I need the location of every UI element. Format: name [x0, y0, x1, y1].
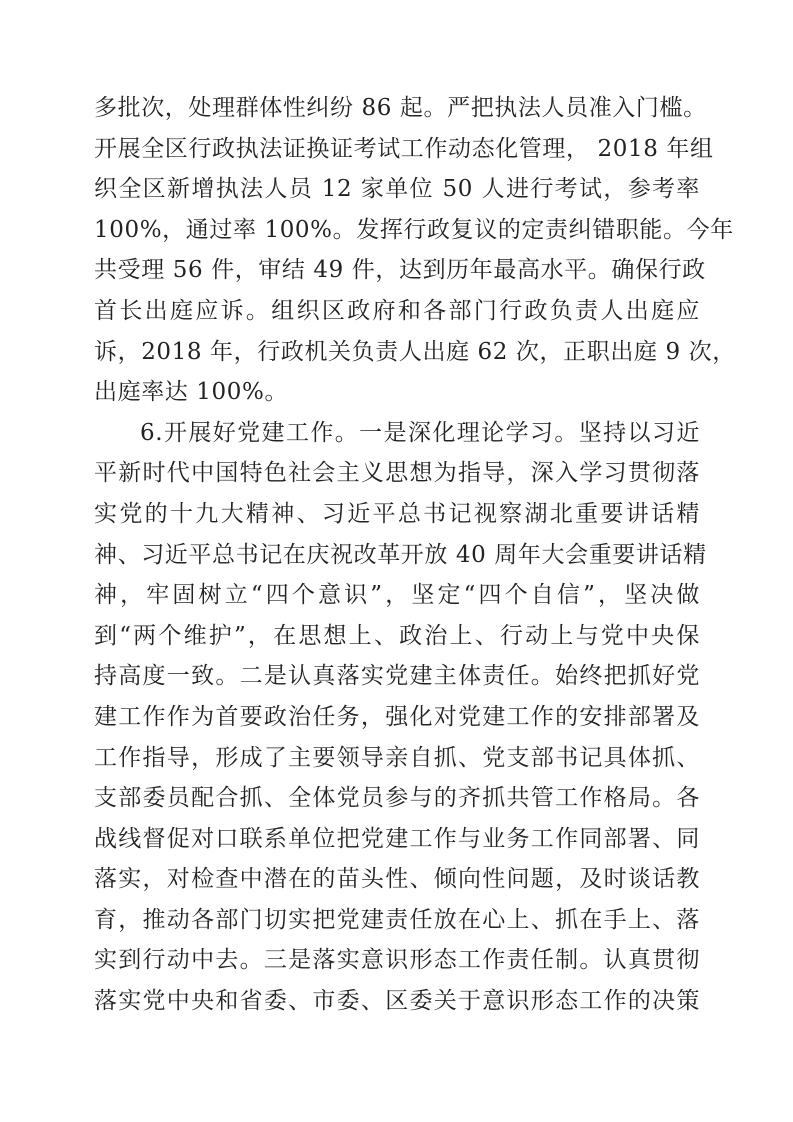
text-line: 织全区新增执法人员 12 家单位 50 人进行考试，参考率 [94, 176, 700, 203]
text-line: 共受理 56 件，审结 49 件，达到历年最高水平。确保行政 [94, 257, 706, 284]
text-line: 首长出庭应诉。组织区政府和各部门行政负责人出庭应 [94, 297, 700, 324]
text-line: 多批次，处理群体性纠纷 86 起。严把执法人员准入门槛。 [94, 95, 707, 121]
text-line: 出庭率达 100%。 [94, 379, 289, 406]
section-heading-line: 6.开展好党建工作。一是深化理论学习。坚持以习近 [140, 419, 700, 446]
text-line: 到“两个维护”，在思想上、政治上、行动上与党中央保 [94, 622, 700, 649]
text-line: 100%，通过率 100%。发挥行政复议的定责纠错职能。今年 [94, 216, 734, 243]
text-line: 持高度一致。二是认真落实党建主体责任。始终把抓好党 [94, 663, 700, 690]
text-line: 诉，2018 年，行政机关负责人出庭 62 次，正职出庭 9 次， [94, 338, 736, 365]
text-line: 战线督促对口联系单位把党建工作与业务工作同部署、同 [94, 825, 700, 852]
text-line: 实党的十九大精神、习近平总书记视察湖北重要讲话精 [94, 500, 700, 527]
text-line: 实到行动中去。三是落实意识形态工作责任制。认真贯彻 [94, 947, 700, 974]
text-line: 工作指导，形成了主要领导亲自抓、党支部书记具体抓、 [94, 744, 700, 771]
text-line: 神、习近平总书记在庆祝改革开放 40 周年大会重要讲话精 [94, 541, 707, 568]
text-line: 育，推动各部门切实把党建责任放在心上、抓在手上、落 [94, 906, 700, 933]
text-line: 建工作作为首要政治任务，强化对党建工作的安排部署及 [94, 703, 700, 730]
text-line: 落实党中央和省委、市委、区委关于意识形态工作的决策 [94, 988, 700, 1015]
text-line: 神，牢固树立“四个意识”，坚定“四个自信”，坚决做 [94, 582, 700, 609]
text-line: 支部委员配合抓、全体党员参与的齐抓共管工作格局。各 [94, 785, 700, 812]
text-line: 开展全区行政执法证换证考试工作动态化管理， 2018 年组 [94, 135, 714, 162]
text-line: 平新时代中国特色社会主义思想为指导，深入学习贯彻落 [94, 460, 700, 487]
body-text [94, 88, 736, 1022]
text-line: 落实，对检查中潜在的苗头性、倾向性问题，及时谈话教 [94, 866, 700, 893]
